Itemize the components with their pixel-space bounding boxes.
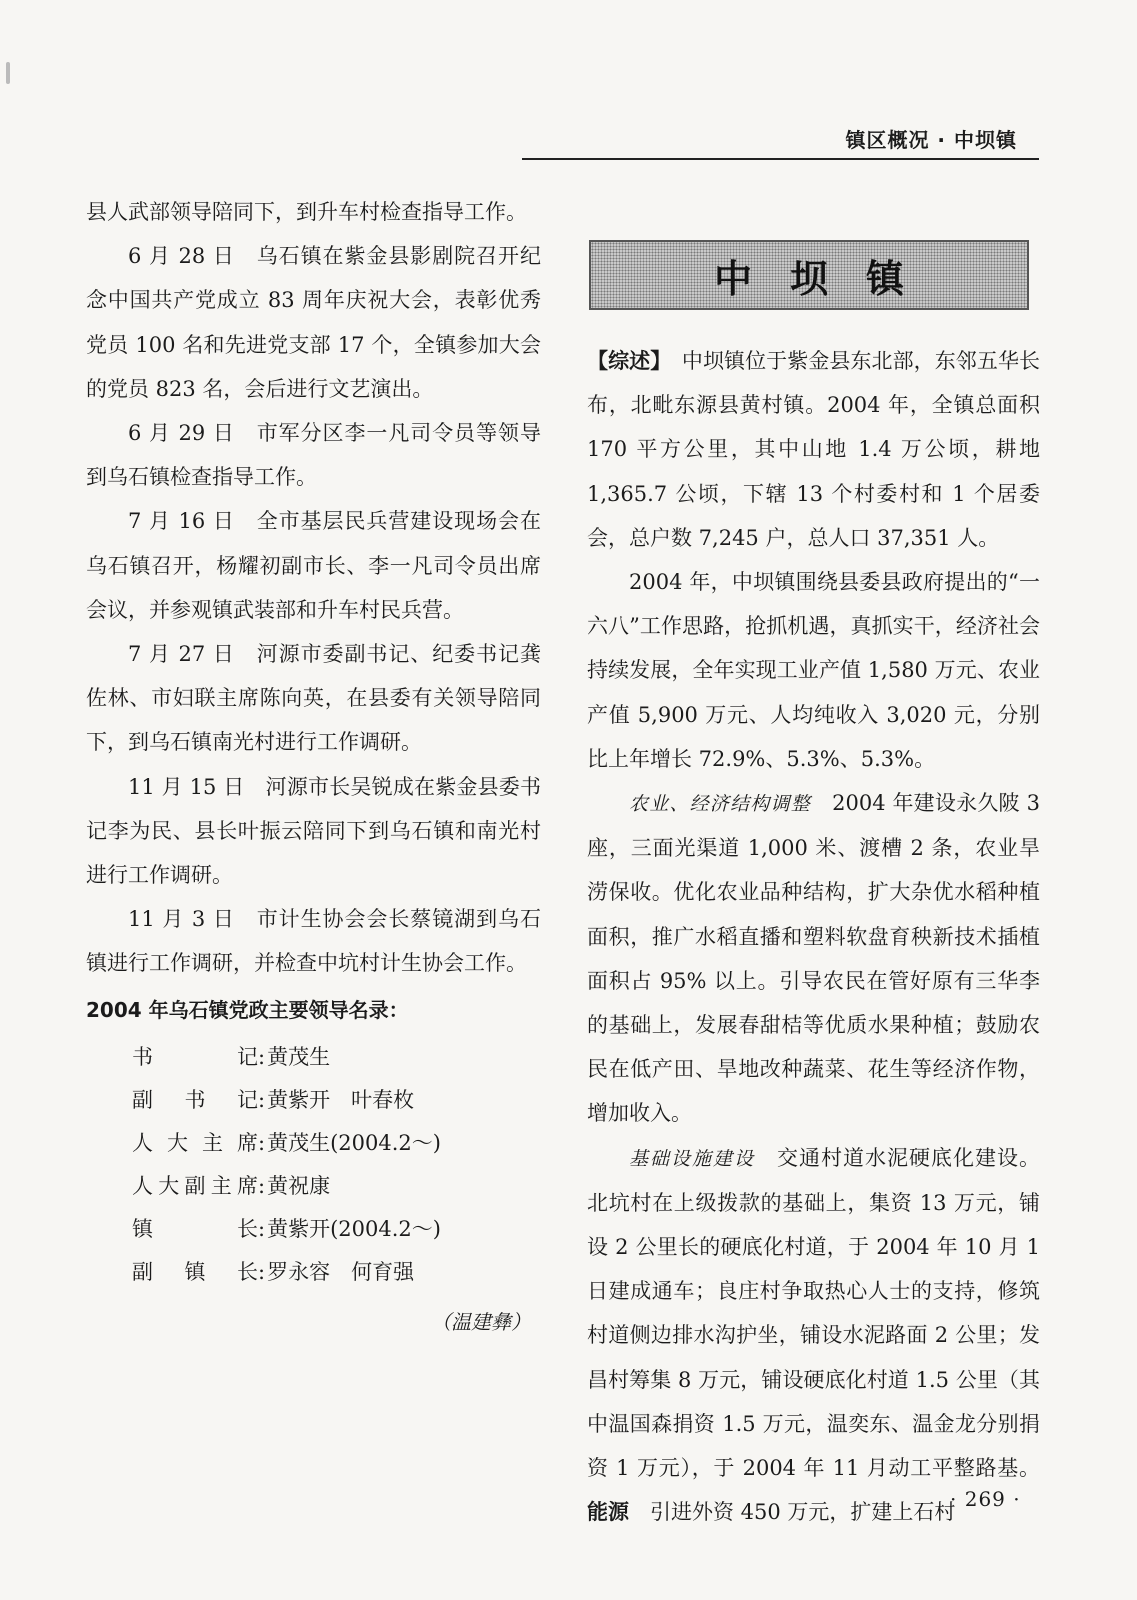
leader-colon: :	[258, 1130, 266, 1155]
right-column	[587, 339, 1040, 1534]
agriculture-text: 2004 年建设永久陂 3 座，三面光渠道 1,000 米、渡槽 2 条，农业旱涝保收。优化农业品种结构，扩大杂优水稻种植面积，推广水稻直播和塑料软盘育秧新技术插植面积占 95% 以上。引导农民在管好原有三华李的基础上，发展春甜桔等优质水果种植；鼓励农民在低产田、旱地改种蔬菜、花生等经济作物，增加收入。	[587, 791, 1040, 1126]
summary-paragraph	[587, 339, 1040, 560]
overview-paragraph: 2004 年，中坝镇围绕县委县政府提出的“一六八”工作思路，抢抓机遇，真抓实干，经济社会持续发展，全年实现工业产值 1,580 万元、农业产值 5,900 万元、人均纯收入 3,020 元，分别比上年增长 72.9%、5.3%、5.3%。	[587, 570, 1040, 771]
agriculture-paragraph	[587, 781, 1040, 1136]
leader-row	[86, 1122, 541, 1165]
left-paragraph: 7 月 16 日 全市基层民兵营建设现场会在乌石镇召开，杨耀初副市长、李一凡司令员出席会议，并参观镇武装部和升车村民兵营。	[86, 509, 541, 622]
leader-name: 黄茂生	[267, 1044, 331, 1069]
left-paragraph: 6 月 29 日 市军分区李一凡司令员等领导到乌石镇检查指导工作。	[86, 421, 541, 490]
infrastructure-text: 交通村道水泥硬底化建设。北坑村在上级拨款的基础上，集资 13 万元，铺设 2 公里长的硬底化村道，于 2004 年 10 月 1 日建成通车；良庄村争取热心人士的支持，修筑村道侧边排水沟护坐，铺设水泥路面 2 公里；发昌村筹集 8 万元，铺设硬底化村道 1.5 公里（其中温国森捐资 1.5 万元，温奕东、温金龙分别捐资 1 万元），于 2004 年 11 月动工平整路基。	[587, 1145, 1040, 1481]
leader-role: 副镇长	[132, 1259, 258, 1284]
leader-name: 黄祝康	[267, 1173, 331, 1198]
leader-row	[86, 1208, 541, 1251]
left-paragraph: 县人武部领导陪同下，到升车村检查指导工作。	[86, 200, 527, 224]
left-column	[86, 190, 541, 1342]
infrastructure-paragraph	[587, 1136, 1040, 1535]
running-header	[522, 118, 1039, 160]
section-title: 中坝镇	[713, 256, 942, 301]
summary-text: 中坝镇位于紫金县东北部，东邻五华长布，北毗东源县黄村镇。2004 年，全镇总面积 170 平方公里，其中山地 1.4 万公顷，耕地 1,365.7 公顷，下辖 13 个村委村和 1 个居委会，总户数 7,245 户，总人口 37,351 人。	[587, 349, 1041, 550]
author-credit: （温建彝）	[431, 1309, 531, 1334]
leader-colon: :	[258, 1259, 266, 1284]
agriculture-subhead: 农业、经济结构调整	[629, 793, 811, 816]
leader-row	[86, 1165, 541, 1208]
leader-list	[86, 1036, 541, 1294]
leader-row	[86, 1251, 541, 1294]
leader-role: 副书记	[132, 1087, 258, 1112]
leader-row	[86, 1079, 541, 1122]
leader-role: 人大主席	[132, 1130, 258, 1155]
left-paragraph: 7 月 27 日 河源市委副书记、纪委书记龚佐林、市妇联主席陈向英，在县委有关领导陪同下，到乌石镇南光村进行工作调研。	[86, 642, 541, 755]
leader-name: 罗永容 何育强	[267, 1259, 415, 1284]
leader-role: 人大副主席	[132, 1173, 258, 1198]
page-number: · 269 ·	[950, 1487, 1021, 1511]
header-title: 镇区概况 · 中坝镇	[845, 128, 1017, 152]
summary-tag: 【综述】	[587, 349, 661, 373]
scan-edge-mark	[6, 62, 10, 84]
leader-role: 书记	[132, 1044, 258, 1069]
leaders-title: 2004 年乌石镇党政主要领导名录：	[86, 997, 409, 1022]
section-banner	[589, 240, 1029, 310]
left-paragraph: 6 月 28 日 乌石镇在紫金县影剧院召开纪念中国共产党成立 83 周年庆祝大会，表彰优秀党员 100 名和先进党支部 17 个，全镇参加大会的党员 823 名，会后进行文艺演出。	[86, 244, 541, 401]
leader-colon: :	[258, 1087, 266, 1112]
leader-name: 黄紫开(2004.2～)	[267, 1216, 441, 1241]
leader-name: 黄茂生(2004.2～)	[267, 1130, 441, 1155]
leader-colon: :	[258, 1044, 266, 1069]
energy-text: 引进外资 450 万元，扩建上石村	[650, 1500, 956, 1525]
left-paragraph: 11 月 3 日 市计生协会会长蔡镜湖到乌石镇进行工作调研，并检查中坑村计生协会工作。	[86, 907, 541, 976]
left-paragraph: 11 月 15 日 河源市长吴锐成在紫金县委书记李为民、县长叶振云陪同下到乌石镇和南光村进行工作调研。	[86, 774, 541, 888]
leader-role: 镇长	[132, 1216, 258, 1241]
leader-row	[86, 1036, 541, 1079]
leader-name: 黄紫开 叶春枚	[267, 1087, 415, 1112]
infrastructure-subhead: 基础设施建设	[629, 1147, 755, 1170]
leader-colon: :	[258, 1173, 266, 1198]
energy-subhead: 能源	[587, 1500, 629, 1525]
leader-colon: :	[258, 1216, 266, 1241]
